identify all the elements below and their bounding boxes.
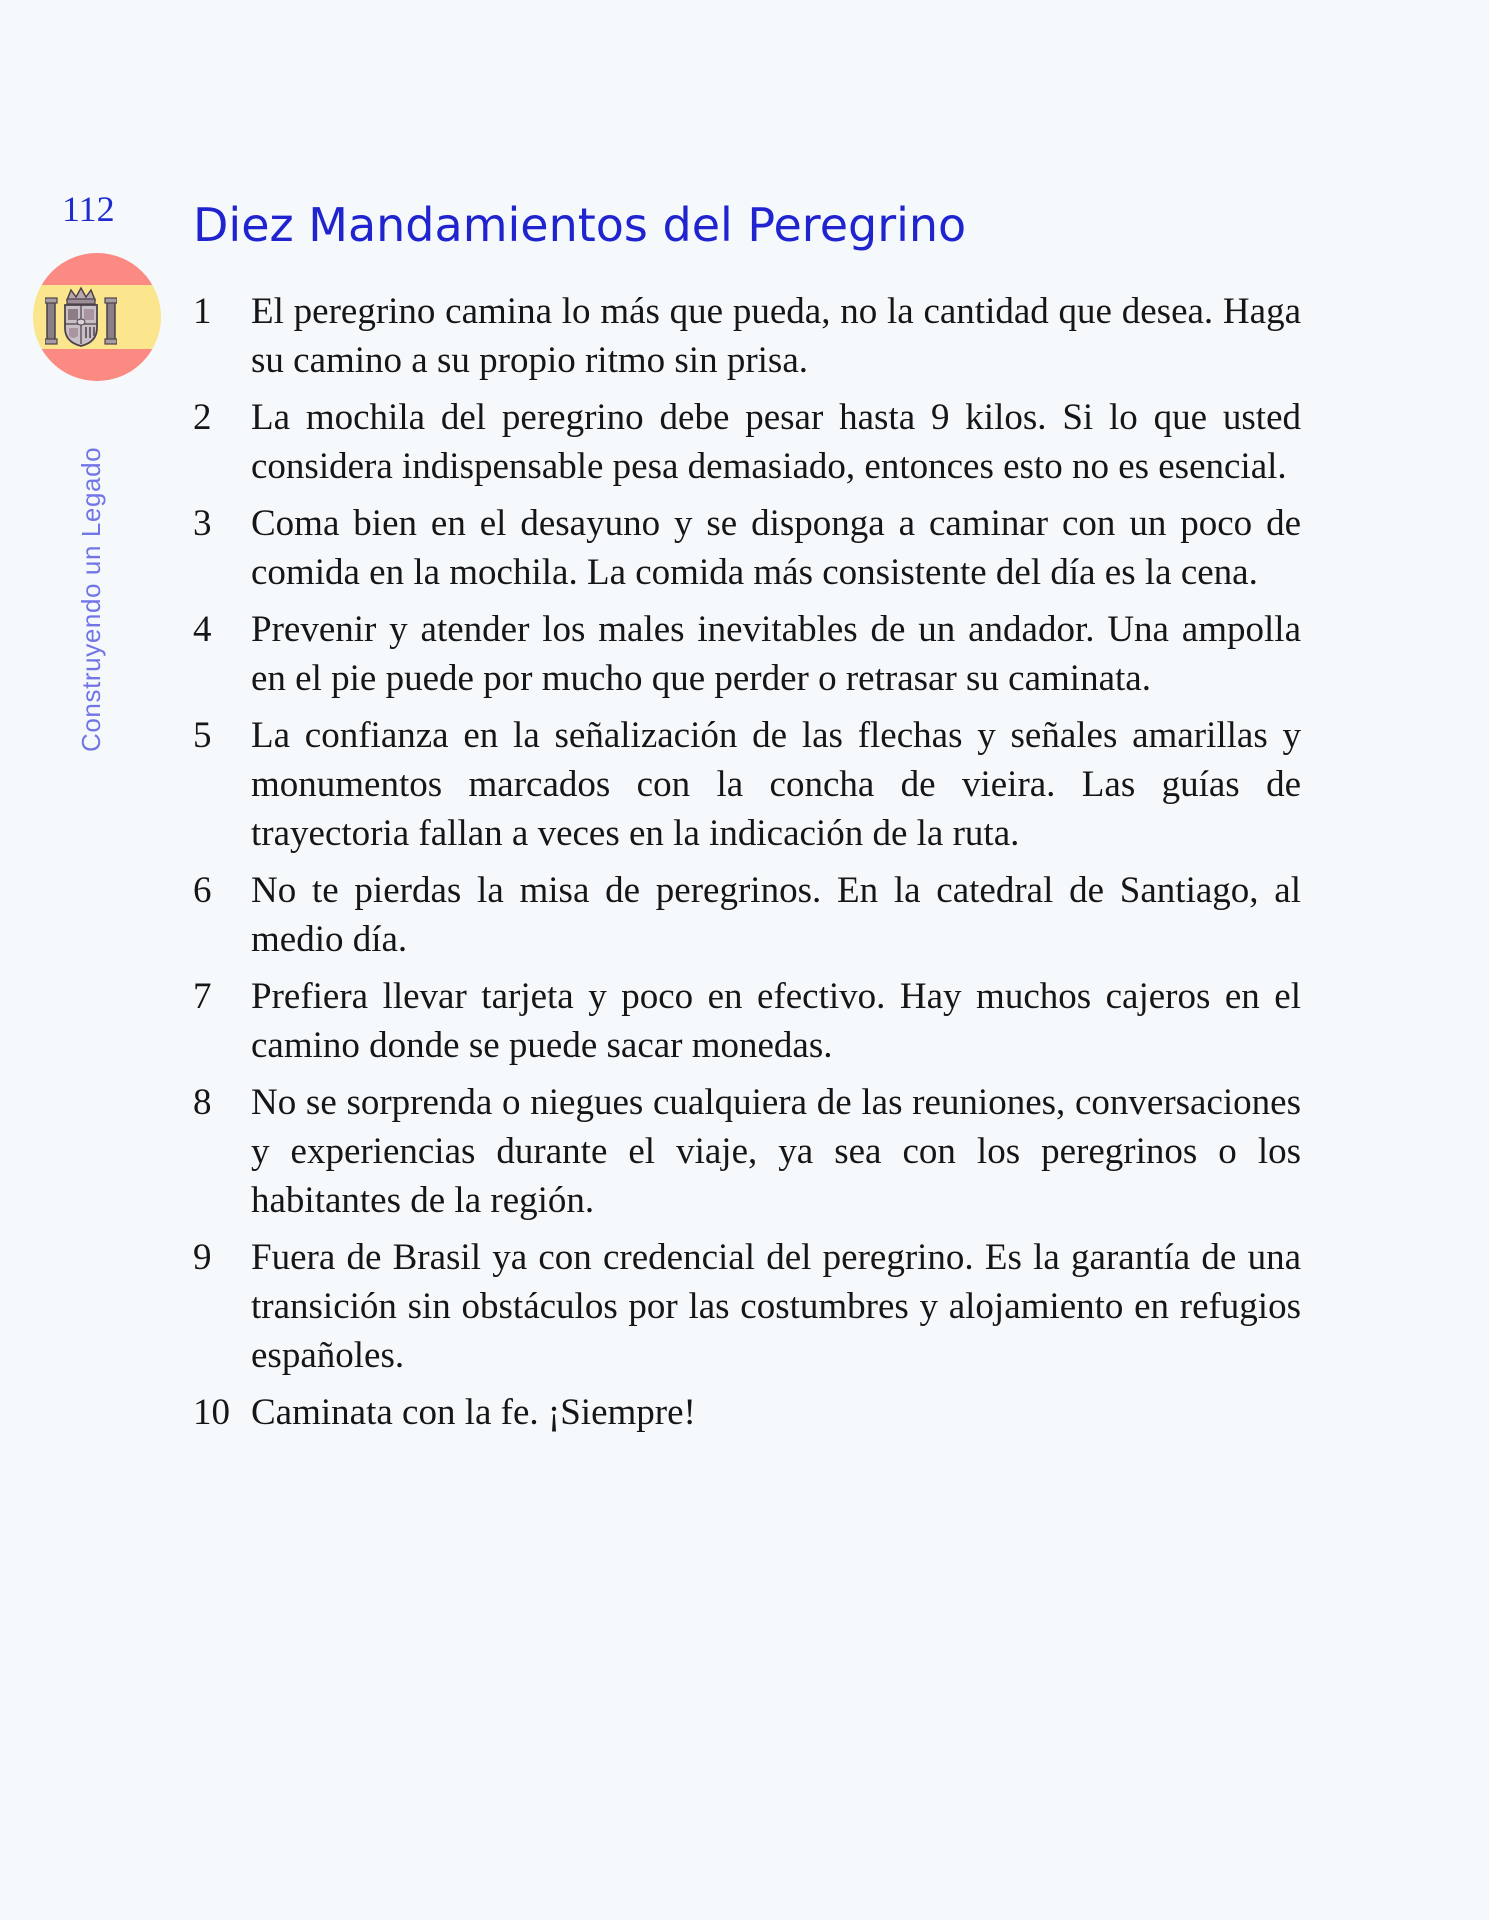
item-number: 9 (193, 1237, 212, 1278)
page-title: Diez Mandamientos del Peregrino (193, 198, 967, 252)
item-number: 5 (193, 715, 212, 756)
item-text: No se sorprenda o niegues cualquiera de las reuniones, conversaciones y experiencias durante el viaje, ya sea con los peregrinos o los habitantes de la región. (251, 1082, 1301, 1221)
commandments-list (193, 287, 1301, 1445)
item-text: Caminata con la fe. ¡Siempre! (251, 1392, 696, 1433)
item-text: La confianza en la señalización de las flechas y señales amarillas y monumentos marcados con la concha de vieira. Las guías de trayectoria fallan a veces en la indicación de la ruta. (251, 715, 1301, 854)
item-number: 1 (193, 291, 212, 332)
item-number: 4 (193, 609, 212, 650)
list-item (193, 866, 1301, 964)
item-number: 6 (193, 870, 212, 911)
book-title-vertical: Construyendo un Legado (76, 446, 106, 752)
list-item (193, 287, 1301, 385)
item-text: Prefiera llevar tarjeta y poco en efectivo. Hay muchos cajeros en el camino donde se puede sacar monedas. (251, 976, 1301, 1066)
item-text: No te pierdas la misa de peregrinos. En la catedral de Santiago, al medio día. (251, 870, 1301, 960)
list-item (193, 1388, 1301, 1437)
list-item (193, 605, 1301, 703)
item-text: La mochila del peregrino debe pesar hasta 9 kilos. Si lo que usted considera indispensable pesa demasiado, entonces esto no es esencial. (251, 397, 1301, 487)
list-item (193, 1078, 1301, 1225)
spain-flag-icon (33, 253, 161, 381)
list-item (193, 972, 1301, 1070)
list-item (193, 1233, 1301, 1380)
item-text: El peregrino camina lo más que pueda, no la cantidad que desea. Haga su camino a su propio ritmo sin prisa. (251, 291, 1301, 381)
list-item (193, 499, 1301, 597)
item-text: Prevenir y atender los males inevitables de un andador. Una ampolla en el pie puede por mucho que perder o retrasar su caminata. (251, 609, 1301, 699)
item-number: 3 (193, 503, 212, 544)
item-number: 7 (193, 976, 212, 1017)
coat-of-arms-icon (45, 286, 117, 348)
list-item (193, 393, 1301, 491)
page-number: 112 (62, 189, 115, 229)
item-number: 8 (193, 1082, 212, 1123)
item-text: Fuera de Brasil ya con credencial del peregrino. Es la garantía de una transición sin obstáculos por las costumbres y alojamiento en refugios españoles. (251, 1237, 1301, 1376)
item-number: 2 (193, 397, 212, 438)
item-number: 10 (193, 1392, 230, 1433)
list-item (193, 711, 1301, 858)
item-text: Coma bien en el desayuno y se disponga a caminar con un poco de comida en la mochila. La comida más consistente del día es la cena. (251, 503, 1301, 593)
